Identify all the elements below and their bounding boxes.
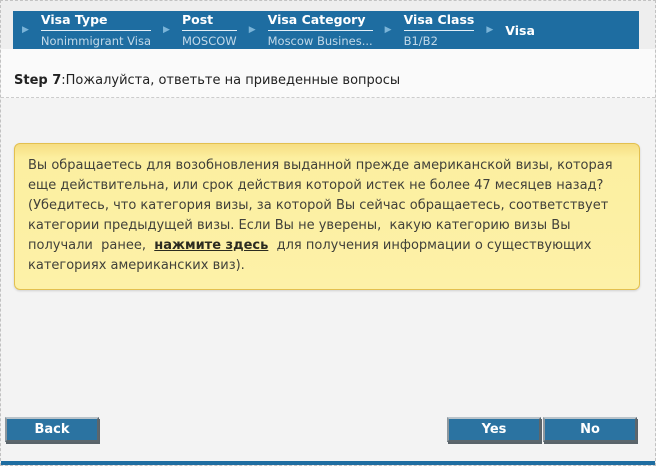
step-label: Visa [505, 22, 535, 38]
step-value: B1/B2 [403, 34, 438, 48]
chevron-right-icon: ▶ [22, 24, 29, 35]
step-value: Nonimmigrant Visa [40, 34, 152, 48]
breadcrumb [13, 11, 639, 49]
step-value: Moscow Busines... [267, 34, 373, 48]
chevron-right-icon: ▶ [163, 24, 170, 35]
breadcrumb-wrap [1, 1, 655, 49]
breadcrumb-step-post [151, 12, 237, 48]
question-text: Вы обращаетесь для возобновления выданной прежде американской визы, которая еще действительна, или срок действия которой истек не более 47 месяцев назад? (Убедитесь, что категория визы, за которой Вы сейчас обращаетесь, соответствует категории предыдущей визы. Если Вы не уверены, какую категорию визы Вы получали ранее, [28, 158, 617, 253]
step-label: Visa Type [41, 12, 151, 31]
step-label: Visa Class [404, 12, 475, 31]
step-label: Post [182, 12, 237, 31]
action-bar [5, 417, 637, 442]
back-button[interactable]: Back [5, 417, 99, 442]
question-box [14, 143, 640, 290]
question-text-after: для получения информации о существующих категориях американских виз). [28, 238, 596, 273]
step-instruction: :Пожалуйста, ответьте на приведенные вопросы [61, 73, 401, 88]
step-heading [1, 49, 655, 98]
chevron-right-icon: ▶ [384, 24, 392, 35]
click-here-link[interactable]: нажмите здесь [154, 238, 269, 253]
main-content [1, 98, 655, 461]
step-value: MOSCOW [181, 34, 237, 48]
chevron-right-icon: ▶ [486, 24, 494, 35]
yes-button[interactable]: Yes [447, 417, 541, 442]
chevron-right-icon: ▶ [248, 24, 256, 35]
breadcrumb-step-visa-category [237, 12, 373, 48]
breadcrumb-step-visa-type [13, 12, 151, 48]
step-label: Visa Category [268, 12, 373, 31]
no-button[interactable]: No [543, 417, 637, 442]
breadcrumb-step-visa [474, 23, 535, 38]
breadcrumb-step-visa-class [373, 12, 475, 48]
step-number: Step 7 [14, 73, 62, 88]
footer-strip [1, 461, 655, 465]
yes-no-group [447, 417, 637, 442]
